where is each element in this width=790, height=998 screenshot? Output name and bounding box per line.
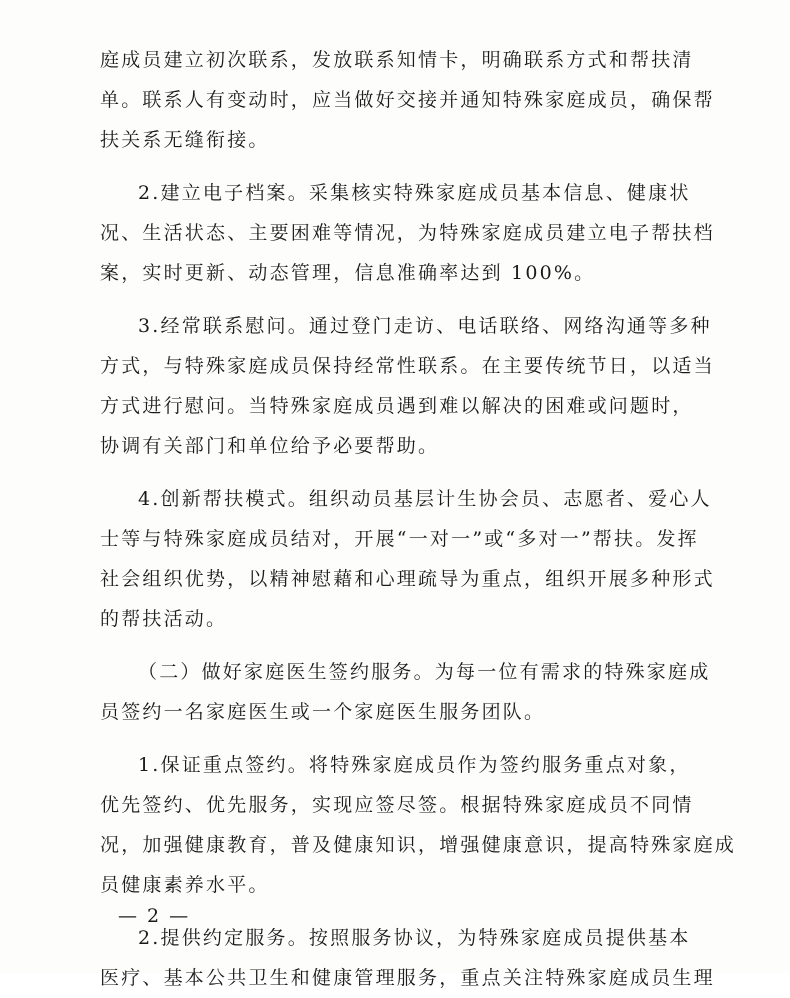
text-line: 扶关系无缝衔接。 [100,129,270,151]
text-line: 3.经常联系慰问。通过登门走访、电话联络、网络沟通等多种 [138,315,712,337]
text-line: 1.保证重点签约。将特殊家庭成员作为签约服务重点对象， [138,754,691,776]
text-line: 方式进行慰问。当特殊家庭成员遇到难以解决的困难或问题时， [100,395,694,417]
text-line: 2.建立电子档案。采集核实特殊家庭成员基本信息、健康状 [138,182,691,204]
text-line: 优先签约、优先服务，实现应签尽签。根据特殊家庭成员不同情 [100,794,694,816]
paragraph [100,173,715,293]
text-line: 医疗、基本公共卫生和健康管理服务，重点关注特殊家庭成员生理 [100,967,715,989]
text-line: 况、生活状态、主要困难等情况，为特殊家庭成员建立电子帮扶档 [100,222,715,244]
text-line: 社会组织优势，以精神慰藉和心理疏导为重点，组织开展多种形式 [100,568,715,590]
text-line: 2.提供约定服务。按照服务协议，为特殊家庭成员提供基本 [138,927,691,949]
paragraph [100,745,737,905]
paragraph [100,306,715,466]
paragraph [100,479,715,639]
page-number: — 2 — [118,905,191,927]
document-body [100,40,737,998]
text-line: 协调有关部门和单位给予必要帮助。 [100,435,440,457]
paragraph [100,40,715,160]
text-line: 庭成员建立初次联系，发放联系知情卡，明确联系方式和帮扶清 [100,49,694,71]
section-heading-line: （二）做好家庭医生签约服务。为每一位有需求的特殊家庭成 [138,661,711,683]
text-line: 案，实时更新、动态管理，信息准确率达到 100%。 [100,262,596,284]
text-line: 士等与特殊家庭成员结对，开展“一对一”或“多对一”帮扶。发挥 [100,528,699,550]
text-line: 况，加强健康教育，普及健康知识，增强健康意识，提高特殊家庭成 [100,834,737,856]
paragraph [100,918,715,998]
text-line: 方式，与特殊家庭成员保持经常性联系。在主要传统节日，以适当 [100,355,715,377]
text-line: 员健康素养水平。 [100,874,270,896]
text-line: 4.创新帮扶模式。组织动员基层计生协会员、志愿者、爱心人 [138,488,712,510]
paragraph [100,652,711,732]
text-line: 单。联系人有变动时，应当做好交接并通知特殊家庭成员，确保帮 [100,89,715,111]
text-line: 员签约一名家庭医生或一个家庭医生服务团队。 [100,701,546,723]
text-line: 的帮扶活动。 [100,608,228,630]
